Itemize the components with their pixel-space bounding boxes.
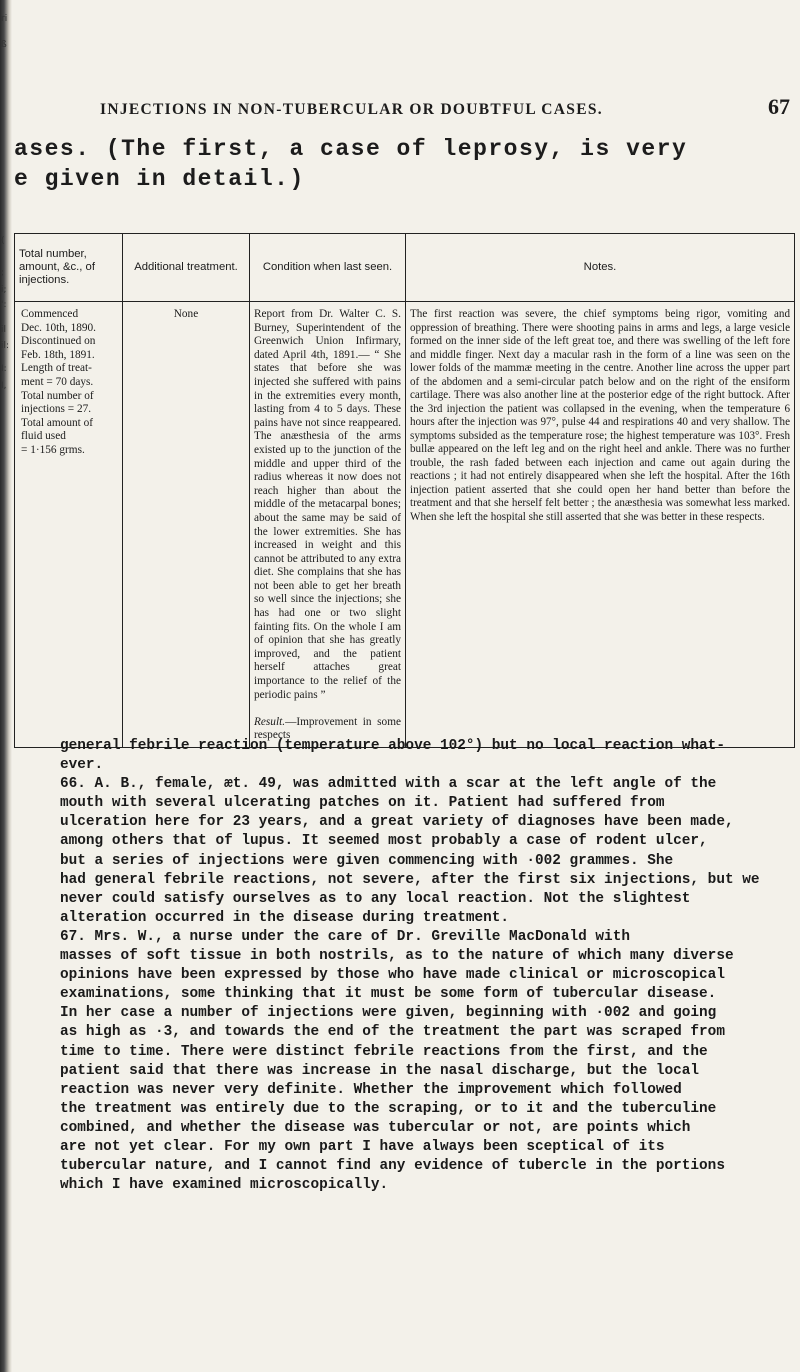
- body-line: reaction was never very definite. Whether the improvement which followed: [60, 1081, 682, 1098]
- body-line: never could satisfy ourselves as to any local reaction. Not the slightest: [60, 890, 691, 907]
- body-line: the treatment was entirely due to the scraping, or to it and the tuberculine: [60, 1100, 717, 1117]
- page-number: 67: [768, 94, 790, 119]
- injections-line: Total amount of: [21, 416, 93, 429]
- body-line: 67. Mrs. W., a nurse under the care of Dr. Greville MacDonald with: [60, 928, 630, 945]
- table-row: [15, 302, 795, 748]
- body-line: alteration occurred in the disease during treatment.: [60, 909, 510, 926]
- body-line: In her case a number of injections were given, beginning with ·002 and going: [60, 1005, 717, 1022]
- injections-line: Commenced: [21, 308, 79, 320]
- body-line: among others that of lupus. It seemed most probably a case of rodent ulcer,: [60, 833, 708, 850]
- body-line: as high as ·3, and towards the end of the treatment the part was scraped from: [60, 1024, 725, 1041]
- body-line: 66. A. B., female, æt. 49, was admitted with a scar at the left angle of the: [60, 776, 717, 793]
- injections-line: Discontinued on: [21, 335, 96, 348]
- body-line: time to time. There were distinct febrile reactions from the first, and the: [60, 1043, 708, 1060]
- result-label: Result.: [254, 715, 286, 728]
- injections-line: Total number of: [21, 389, 94, 402]
- intro-line: ases. (The first, a case of leprosy, is very: [14, 136, 688, 162]
- header-additional-treatment: Additional treatment.: [123, 234, 250, 302]
- cell-condition: [250, 302, 406, 748]
- header-condition: Condition when last seen.: [250, 234, 406, 302]
- body-line: opinions have been expressed by those who have made clinical or microscopical: [60, 967, 725, 984]
- body-line: ulceration here for 23 years, and a great variety of diagnoses have been made,: [60, 814, 734, 831]
- body-line: tubercular nature, and I cannot find any evidence of tubercle in the portions: [60, 1158, 725, 1175]
- header-notes: Notes.: [406, 234, 795, 302]
- body-line: which I have examined microscopically.: [60, 1177, 389, 1194]
- body-line: mouth with several ulcerating patches on it. Patient had suffered from: [60, 795, 665, 812]
- body-line: but a series of injections were given commencing with ·002 grammes. She: [60, 852, 674, 869]
- body-text: [60, 737, 780, 1195]
- body-line: combined, and whether the disease was tubercular or not, are points which: [60, 1119, 691, 1136]
- cell-injections: [15, 302, 123, 748]
- body-line: patient said that there was increase in the nasal discharge, but the local: [60, 1062, 700, 1079]
- injections-line: Length of treat-: [21, 362, 92, 375]
- injections-line: fluid used: [21, 430, 66, 443]
- body-line: masses of soft tissue in both nostrils, as to the nature of which many diverse: [60, 948, 734, 965]
- injections-line: Feb. 18th, 1891.: [21, 348, 95, 361]
- page-header: [100, 94, 790, 120]
- body-line: had general febrile reactions, not severe, after the first six injections, but we: [60, 871, 760, 888]
- intro-line: e given in detail.): [14, 166, 305, 192]
- body-line: are not yet clear. For my own part I have always been sceptical of its: [60, 1138, 665, 1155]
- body-line: ever.: [60, 757, 104, 774]
- body-line: examinations, some thinking that it must be some form of tubercular disease.: [60, 986, 717, 1003]
- cell-notes: The first reaction was severe, the chief symptoms being rigor, vomiting and oppression of breathing. There were shooting pains in arms and legs, a large vesicle formed on the inner side of the left great toe, and there was swelling of the left fore and middle finger. Next day a macular rash in the form of a line was seen on the lower folds of the mammæ meeting in the centre. Another line across the upper part of the abdomen and a semi-circular patch below and on the right of the ensiform cartilage. There was also another line at the posterior edge of the right buttock. After the 3rd injection the patient was collapsed in the evening, when the temperature 6 hours after the injection was 97°, pulse 44 and respirations 40 and very shallow. The symptoms subsided as the temperature rose; the highest temperature was 103°. Fresh bullæ appeared on the left leg and on the right heel and ankle. There was no further trouble, the rash faded between each injection and came out again during the reactions ; it had not entirely disappeared when she left the hospital. After the 16th injection patient asserted that she could open her hand better than before the treatment and that she herself felt better ; the anæsthesia was somewhat less marked. When she left the hospital she still asserted that she was better in these respects.: [406, 302, 795, 748]
- injections-line: ment = 70 days.: [21, 375, 94, 388]
- header-total-number: Total number, amount, &c., of injections.: [15, 234, 123, 302]
- table-header-row: [15, 234, 795, 302]
- injections-line: injections = 27.: [21, 403, 92, 416]
- running-head: INJECTIONS IN NON-TUBERCULAR OR DOUBTFUL CASES.: [100, 101, 603, 118]
- gutter-marks: ri ß ( ; i; ': il il: I: I,: [1, 14, 10, 391]
- injections-line: = 1·156 grms.: [21, 443, 85, 456]
- intro-text: [14, 134, 714, 194]
- condition-report: Report from Dr. Walter C. S. Burney, Superintendent of the Greenwich Union Infirmary, dated April 4th, 1891.— “ She states that before she was injected she suffered with pains in the extremities every month, lasting from 4 to 5 days. These pains have not since reappeared. The anæsthesia of the arms existed up to the junction of the middle and upper third of the radius whereas it now does not reach higher than about the middle of the metacarpal bones; about the same may be said of the lower extremities. She has increased in weight and this cannot be attributed to any extra diet. She complains that she has not been able to get her breath so well since the injections; she has had one or two slight fainting fits. On the whole I am of opinion that she has greatly improved, and the patient herself attaches great importance to the relief of the periodic pains ”: [254, 308, 401, 701]
- body-line: general febrile reaction (temperature above 102°) but no local reaction what-: [60, 738, 725, 754]
- result-text: —Improvement in some respects: [254, 715, 401, 742]
- cell-additional-treatment: None: [123, 302, 250, 748]
- case-table: [14, 233, 795, 748]
- injections-line: Dec. 10th, 1890.: [21, 321, 96, 334]
